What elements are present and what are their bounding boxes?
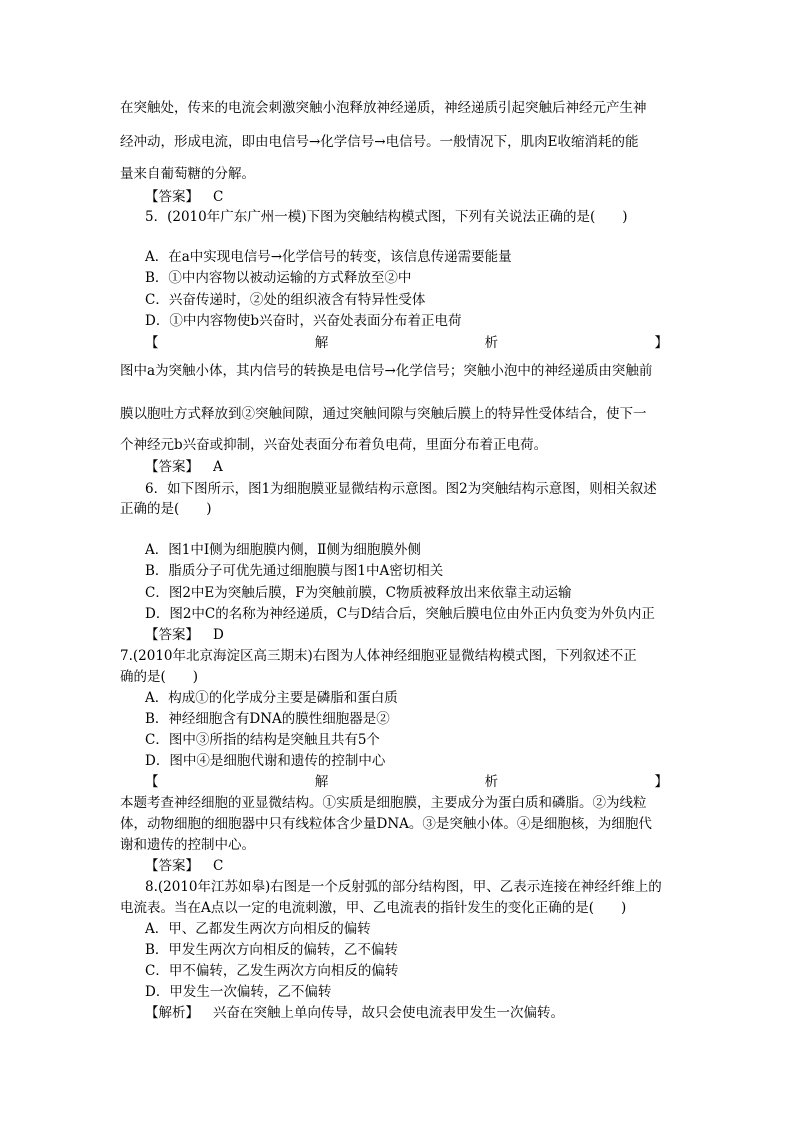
bracket-open: 【 <box>145 774 159 790</box>
answer-value: C <box>213 189 224 205</box>
heading-char-1: 解 <box>314 335 329 351</box>
q8-option-a: A．甲、乙都发生两次方向相反的偏转 <box>145 921 371 937</box>
q5-analysis-line-1: 图中a为突触小体，其内信号的转换是电信号→化学信号；突触小泡中的神经递质由突触前 <box>120 363 653 379</box>
q7-stem-line-1: 7.(2010年北京海淀区高三期末)右图为人体神经细胞亚显微结构模式图，下列叙述不正 <box>120 648 637 664</box>
para1-line-3: 量来自葡萄糖的分解。 <box>120 166 255 182</box>
q5-option-d: D．①中内容物使b兴奋时，兴奋处表面分布着正电荷 <box>145 313 462 329</box>
analysis-label: 【解析】 <box>145 1005 199 1021</box>
para1-line-2: 经冲动，形成电流，即由电信号→化学信号→电信号。一般情况下，肌肉E收缩消耗的能 <box>120 134 639 150</box>
answer-label: 【答案】 <box>145 858 199 874</box>
q6-option-c: C．图2中E为突触后膜，F为突触前膜，C物质被释放出来依靠主动运输 <box>145 585 572 601</box>
q6-stem-line-1: 6．如下图所示，图1为细胞膜亚显微结构示意图。图2为突触结构示意图，则相关叙述 <box>145 481 657 497</box>
heading-char-1: 解 <box>314 774 329 790</box>
q6-option-d: D．图2中C的名称为神经递质，C与D结合后，突触后膜电位由外正内负变为外负内正 <box>145 606 655 622</box>
answer-label: 【答案】 <box>145 627 199 643</box>
bracket-close: 】 <box>654 335 668 351</box>
q7-option-c: C．图中③所指的结构是突触且共有5个 <box>145 732 380 748</box>
bracket-open: 【 <box>145 335 159 351</box>
heading-char-2: 析 <box>484 335 499 351</box>
q7-answer <box>145 857 223 875</box>
q7-option-a: A．构成①的化学成分主要是磷脂和蛋白质 <box>145 690 398 706</box>
q8-option-d: D．甲发生一次偏转，乙不偏转 <box>145 984 332 1000</box>
q6-option-b: B．脂质分子可优先通过细胞膜与图1中A密切相关 <box>145 563 444 579</box>
q7-option-b: B．神经细胞含有DNA的膜性细胞器是② <box>145 711 390 727</box>
para1-line-1: 在突触处，传来的电流会刺激突触小泡释放神经递质，神经递质引起突触后神经元产生神 <box>120 100 647 116</box>
answer-value: C <box>213 858 224 874</box>
q7-analysis-heading <box>145 773 668 791</box>
answer-label: 【答案】 <box>145 459 199 475</box>
q7-analysis-line-3: 谢和遗传的控制中心。 <box>120 837 255 853</box>
answer-label: 【答案】 <box>145 189 199 205</box>
bracket-close: 】 <box>654 774 668 790</box>
q5-option-a: A．在a中实现电信号→化学信号的转变，该信息传递需要能量 <box>145 249 512 265</box>
q4-answer <box>145 188 223 206</box>
q5-analysis-line-3: 个神经元b兴奋或抑制，兴奋处表面分布着负电荷，里面分布着正电荷。 <box>120 437 548 453</box>
q5-stem: 5．(2010年广东广州一模)下图为突触结构模式图，下列有关说法正确的是( ) <box>145 209 628 225</box>
q8-option-b: B．甲发生两次方向相反的偏转，乙不偏转 <box>145 942 398 958</box>
q5-option-c: C．兴奋传递时，②处的组织液含有特异性受体 <box>145 292 426 308</box>
q8-stem-line-2: 电流表。当在A点以一定的电流刺激，甲、乙电流表的指针发生的变化正确的是( ) <box>120 900 627 916</box>
q5-option-b: B．①中内容物以被动运输的方式释放至②中 <box>145 270 412 286</box>
q7-option-d: D．图中④是细胞代谢和遗传的控制中心 <box>145 753 386 769</box>
q7-analysis-line-2: 体，动物细胞的细胞器中只有线粒体含少量DNA。③是突触小体。④是细胞核，为细胞代 <box>120 816 652 832</box>
q8-option-c: C．甲不偏转，乙发生两次方向相反的偏转 <box>145 963 399 979</box>
q5-analysis-heading <box>145 334 668 352</box>
q8-analysis <box>145 1004 564 1022</box>
answer-value: A <box>213 459 223 475</box>
q7-stem-line-2: 确的是( ) <box>120 669 199 685</box>
q6-stem-line-2: 正确的是( ) <box>120 501 212 517</box>
q5-answer <box>145 458 223 476</box>
answer-value: D <box>213 627 224 643</box>
q6-answer <box>145 626 224 644</box>
q7-analysis-line-1: 本题考查神经细胞的亚显微结构。①实质是细胞膜，主要成分为蛋白质和磷脂。②为线粒 <box>120 795 647 811</box>
heading-char-2: 析 <box>484 774 499 790</box>
q6-option-a: A．图1中Ⅰ侧为细胞膜内侧，Ⅱ侧为细胞膜外侧 <box>145 542 421 558</box>
q5-analysis-line-2: 膜以胞吐方式释放到②突触间隙，通过突触间隙与突触后膜上的特异性受体结合，使下一 <box>120 406 647 422</box>
q8-stem-line-1: 8.(2010年江苏如皋)右图是一个反射弧的部分结构图，甲、乙表示连接在神经纤维上的 <box>145 879 662 895</box>
analysis-text: 兴奋在突触上单向传导，故只会使电流表甲发生一次偏转。 <box>213 1005 564 1021</box>
